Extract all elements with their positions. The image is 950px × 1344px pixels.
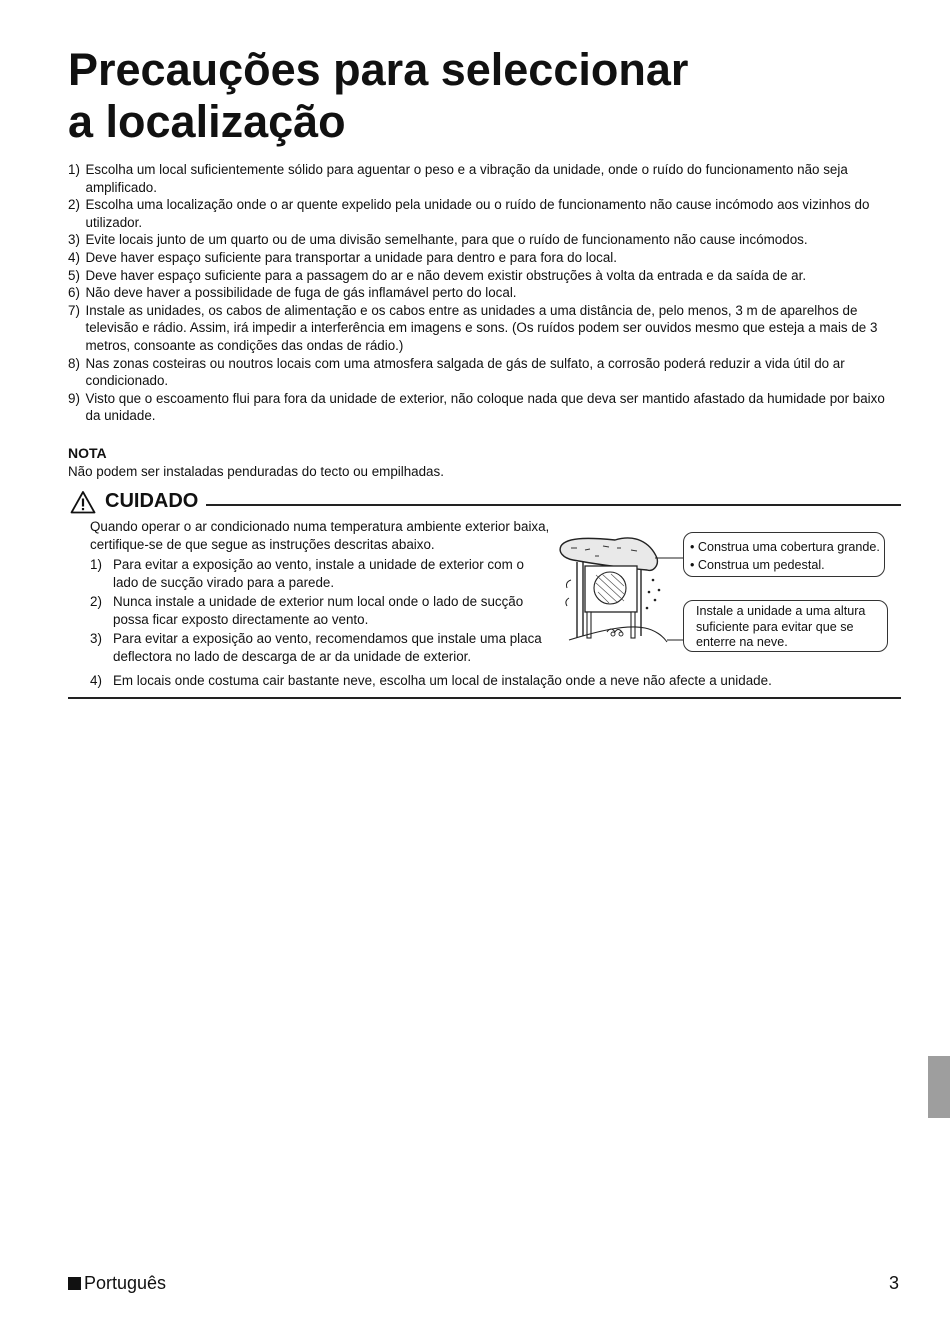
item-number: 2) bbox=[68, 197, 80, 213]
item-number: 4) bbox=[68, 249, 80, 265]
list-item bbox=[68, 355, 902, 390]
list-item bbox=[68, 161, 902, 196]
item-number: 3) bbox=[90, 631, 102, 646]
footer-language bbox=[68, 1272, 166, 1294]
item-number: 9) bbox=[68, 390, 80, 406]
item-number: 1) bbox=[68, 162, 80, 177]
item-number: 7) bbox=[68, 302, 80, 318]
list-item bbox=[68, 390, 902, 425]
item-text: Deve haver espaço suficiente para transportar a unidade para dentro e para fora do local. bbox=[85, 249, 617, 265]
list-item bbox=[68, 196, 902, 231]
item-number: 4) bbox=[90, 673, 102, 688]
page-number: 3 bbox=[889, 1273, 900, 1293]
footer-language-label: Português bbox=[84, 1273, 167, 1293]
cuidado-header bbox=[68, 488, 901, 516]
list-item bbox=[90, 556, 550, 592]
item-number: 6) bbox=[68, 285, 80, 301]
item-text: Nas zonas costeiras ou noutros locais com uma atmosfera salgada de gás de sulfato, a corrosão poderá reduzir a vida útil do ar condicionado. bbox=[85, 355, 845, 389]
callout-line: • Construa um pedestal. bbox=[690, 558, 825, 572]
cuidado-divider bbox=[206, 504, 901, 506]
item-number: 3) bbox=[68, 232, 80, 248]
callout-line: suficiente para evitar que se bbox=[696, 619, 854, 634]
callout-line: Instale a unidade a uma altura bbox=[696, 604, 866, 618]
item-text: Escolha um local suficientemente sólido para aguentar o peso e a vibração da unidade, onde o ruído do funcionamento não seja amplificado. bbox=[85, 162, 848, 195]
list-item bbox=[68, 302, 902, 355]
item-number: 1) bbox=[90, 557, 102, 572]
section-divider bbox=[68, 697, 901, 699]
list-item bbox=[68, 249, 902, 267]
nota-heading: NOTA bbox=[68, 445, 107, 461]
item-text: Instale as unidades, os cabos de alimentação e os cabos entre as unidades a uma distância de, pelo menos, 3 m de aparelhos de televisão e rádio. Assim, irá impedir a interferência em imagens e sons. (Os ruídos podem ser ouvidos mesmo que esteja a mais de 3 metros, consoante as condições das ondas de rádio.) bbox=[85, 302, 878, 353]
list-item bbox=[90, 672, 900, 690]
black-square-icon bbox=[68, 1277, 81, 1290]
cuidado-heading: CUIDADO bbox=[105, 490, 199, 512]
page-title-line-2: a localização bbox=[68, 96, 346, 147]
list-item bbox=[90, 630, 550, 666]
warning-triangle-icon bbox=[70, 490, 96, 514]
callout-line: enterre na neve. bbox=[696, 635, 788, 649]
page-title-line-1: Precauções para seleccionar bbox=[68, 44, 689, 95]
item-number: 8) bbox=[68, 355, 80, 371]
chapter-tab bbox=[928, 1056, 950, 1118]
item-text: Evite locais junto de um quarto ou de uma divisão semelhante, para que o ruído de funcionamento não cause incómodos. bbox=[85, 232, 808, 248]
nota-text: Não podem ser instaladas penduradas do tecto ou empilhadas. bbox=[68, 464, 444, 479]
cuidado-intro: Quando operar o ar condicionado numa temperatura ambiente exterior baixa, certifique-se de que segue as instruções descritas abaixo. bbox=[90, 519, 550, 552]
list-item bbox=[90, 593, 550, 629]
item-text: Não deve haver a possibilidade de fuga de gás inflamável perto do local. bbox=[85, 285, 517, 301]
callout-line: • Construa uma cobertura grande. bbox=[690, 540, 880, 554]
list-item bbox=[68, 284, 902, 302]
item-text: Deve haver espaço suficiente para a passagem do ar e não devem existir obstruções à volta da entrada e da saída de ar. bbox=[85, 267, 807, 283]
item-text: Em locais onde costuma cair bastante neve, escolha um local de instalação onde a neve não afecte a unidade. bbox=[113, 673, 772, 688]
item-text: Para evitar a exposição ao vento, instale a unidade de exterior com o lado de sucção virado para a parede. bbox=[113, 557, 524, 590]
item-text: Visto que o escoamento flui para fora da unidade de exterior, não coloque nada que deva ser mantido afastado da humidade por baixo da unidade. bbox=[85, 390, 885, 424]
cuidado-list bbox=[90, 556, 550, 667]
callout-roof-pedestal bbox=[683, 532, 885, 577]
item-text: Nunca instale a unidade de exterior num local onde o lado de sucção possa ficar exposto directamente ao vento. bbox=[113, 594, 524, 627]
callout-height bbox=[683, 600, 888, 652]
item-number: 5) bbox=[68, 267, 80, 283]
list-item bbox=[68, 231, 902, 249]
precautions-list bbox=[68, 161, 902, 425]
item-text: Para evitar a exposição ao vento, recomendamos que instale uma placa deflectora no lado de descarga de ar da unidade de exterior. bbox=[113, 631, 542, 664]
item-text: Escolha uma localização onde o ar quente expelido pela unidade ou o ruído de funcionamento não cause incómodo aos vizinhos do utilizador. bbox=[85, 197, 870, 230]
page-title bbox=[68, 44, 888, 148]
list-item bbox=[68, 267, 902, 285]
item-number: 2) bbox=[90, 594, 102, 609]
